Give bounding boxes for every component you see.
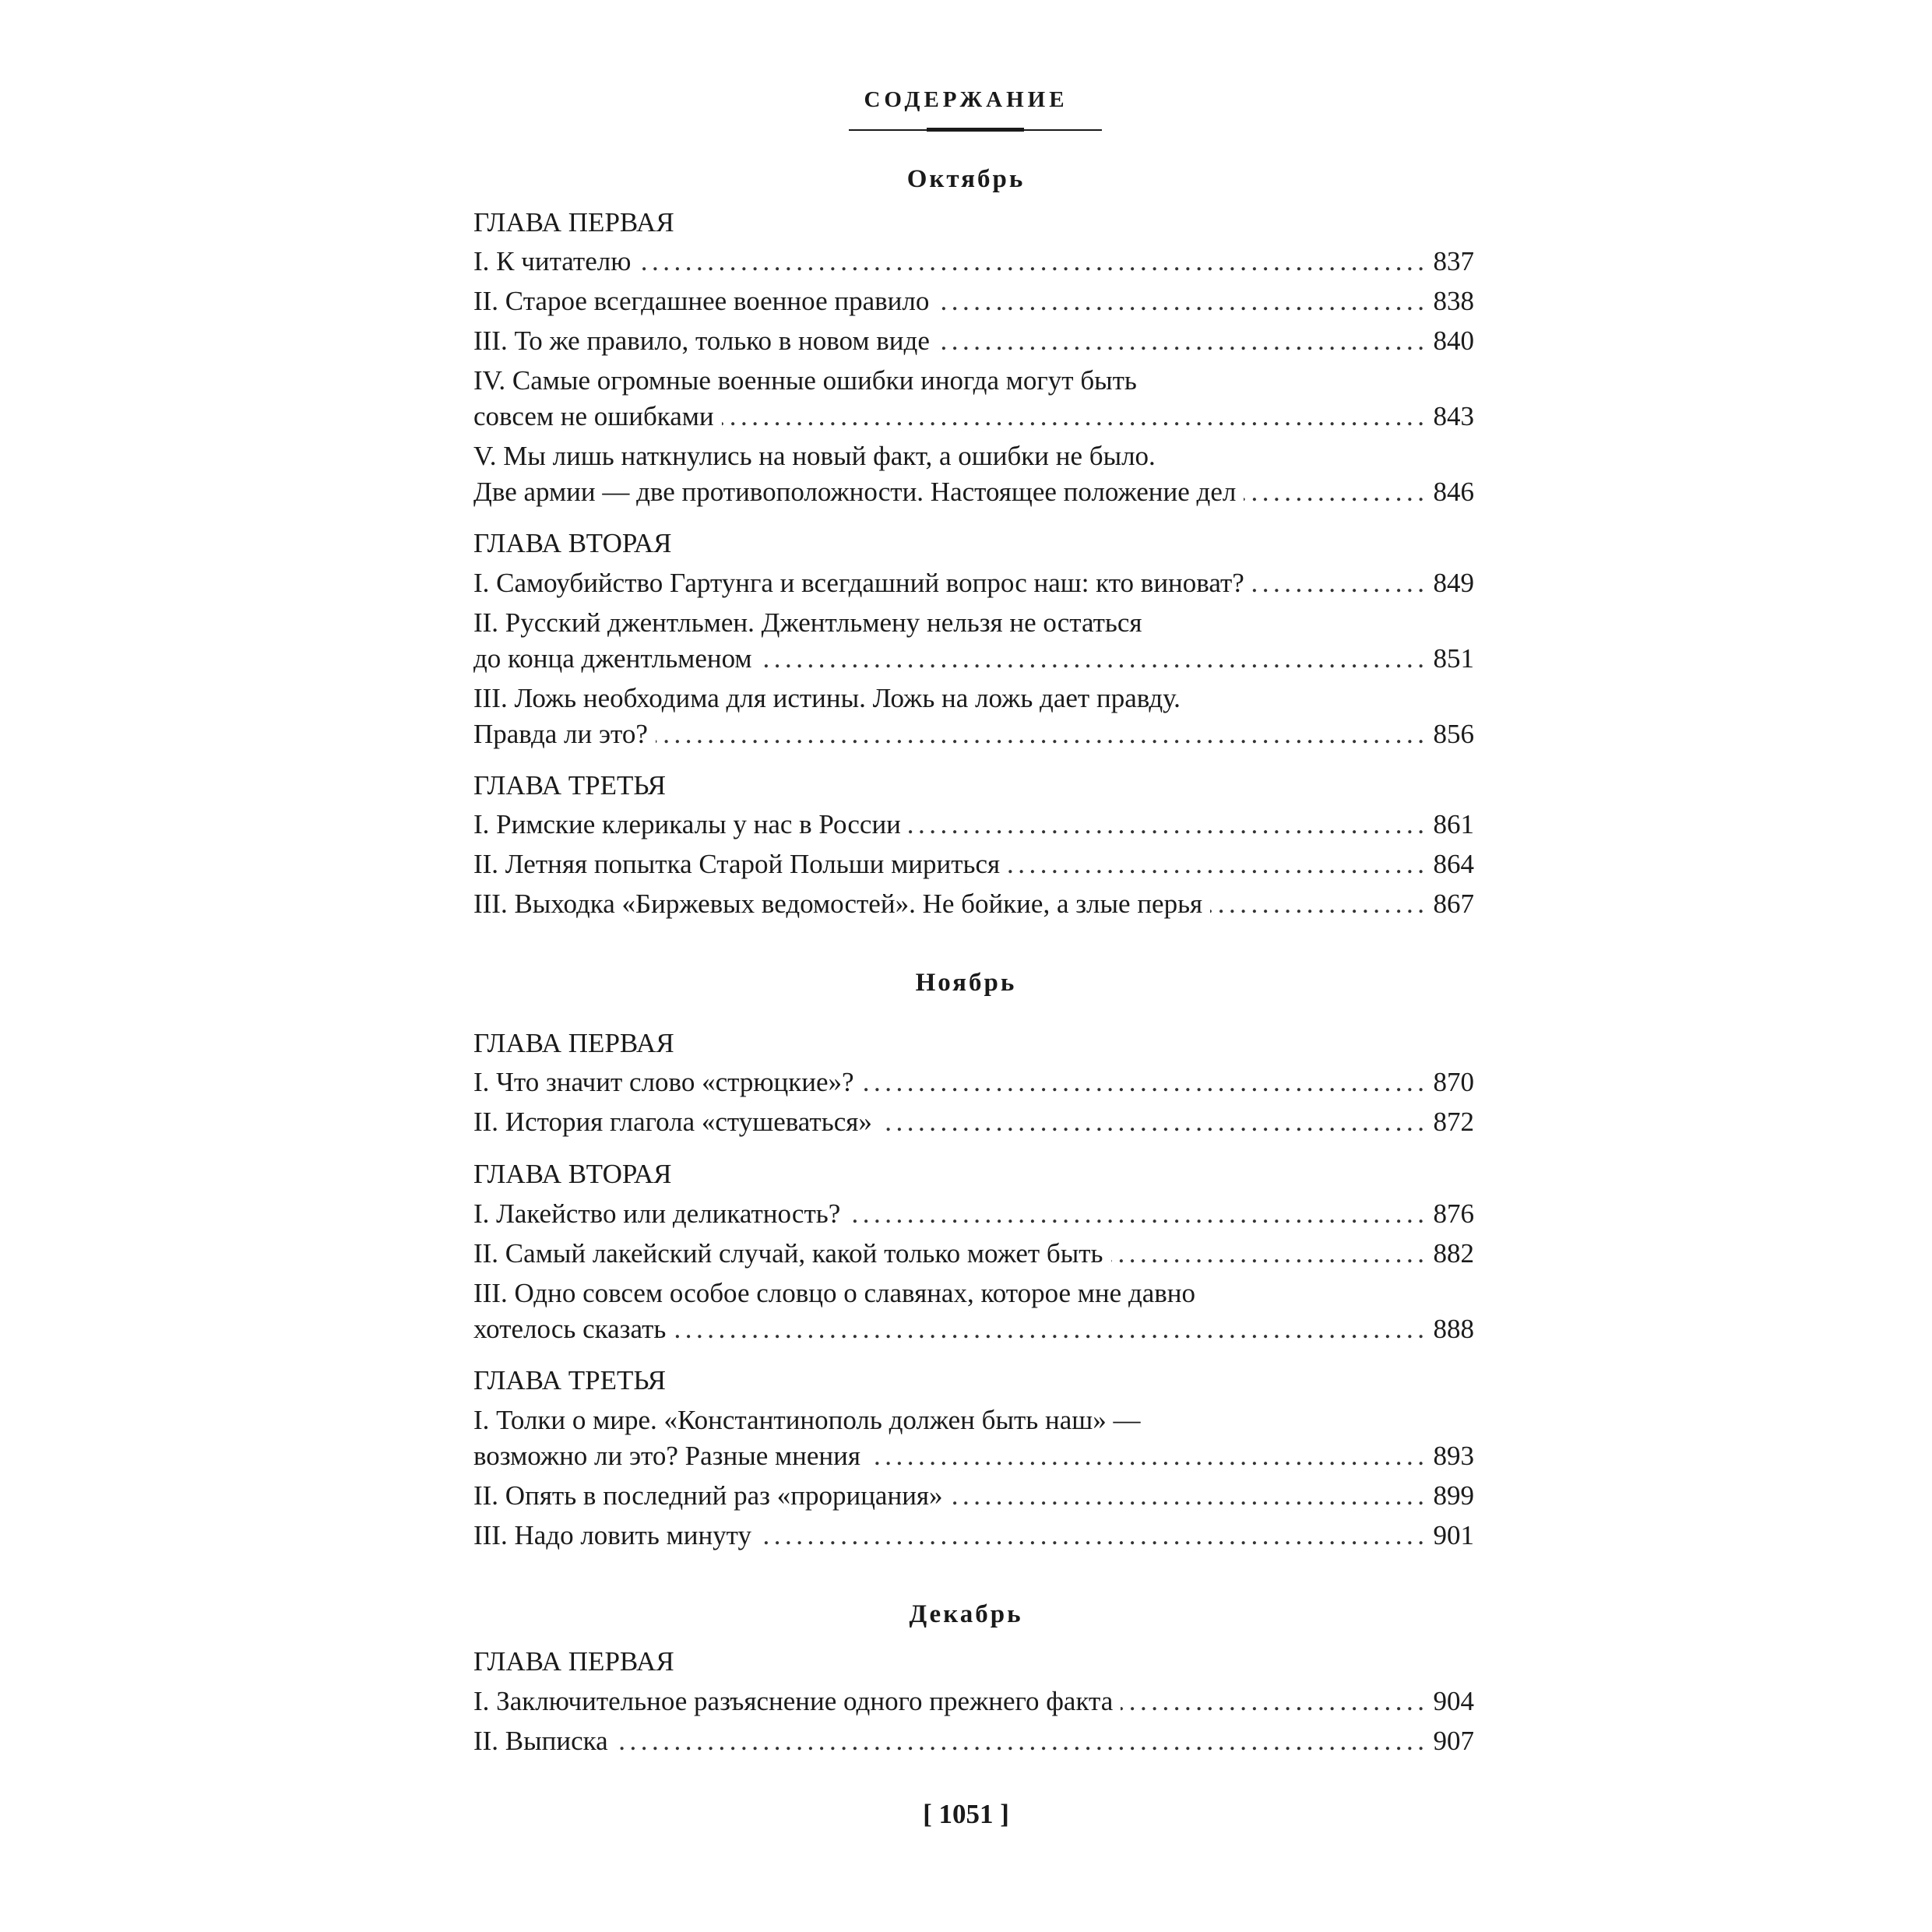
page-number: 870 — [1433, 1067, 1474, 1097]
toc-entry[interactable] — [473, 1724, 1474, 1758]
toc-entry[interactable] — [473, 1197, 1474, 1231]
dot-leader — [656, 717, 1429, 751]
page-number: 872 — [1433, 1107, 1474, 1137]
dot-leader — [722, 399, 1429, 434]
toc-entry[interactable] — [473, 642, 1474, 676]
toc-entry[interactable] — [473, 1479, 1474, 1513]
dot-leader — [868, 1439, 1429, 1473]
toc-entry[interactable] — [473, 847, 1474, 882]
toc-entry[interactable] — [473, 1065, 1474, 1100]
dot-leader — [1252, 566, 1429, 600]
entry-title: до конца джентльменом — [473, 643, 752, 674]
dot-leader — [880, 1105, 1429, 1139]
entry-title: III. Выходка «Биржевых ведомостей». Не бойкие, а злые перья — [473, 889, 1203, 919]
dot-leader — [937, 284, 1428, 318]
toc-entry[interactable] — [473, 324, 1474, 358]
dot-leader — [674, 1312, 1428, 1346]
dot-leader — [1210, 887, 1428, 921]
page-number: 846 — [1433, 477, 1474, 507]
dot-leader — [1244, 475, 1428, 509]
toc-entry-line1[interactable]: IV. Самые огромные военные ошибки иногда могут быть — [473, 365, 1137, 396]
entry-title: I. Самоубийство Гартунга и всегдашний вопрос наш: кто виноват? — [473, 568, 1244, 598]
page-number: 876 — [1433, 1198, 1474, 1229]
page-number: 893 — [1433, 1441, 1474, 1471]
toc-entry-line1[interactable]: V. Мы лишь наткнулись на новый факт, а ошибки не было. — [473, 441, 1156, 471]
entry-title: I. Что значит слово «стрюцкие»? — [473, 1067, 854, 1097]
dot-leader — [616, 1724, 1429, 1758]
page-number: 901 — [1433, 1520, 1474, 1550]
page-number: 861 — [1433, 809, 1474, 839]
dot-leader — [1111, 1237, 1429, 1271]
month-heading-october: Октябрь — [906, 165, 1026, 193]
entry-title: II. Выписка — [473, 1726, 608, 1756]
entry-title: II. Самый лакейский случай, какой только может быть — [473, 1238, 1103, 1269]
toc-entry[interactable] — [473, 808, 1474, 842]
entry-title: II. Старое всегдашнее военное правило — [473, 286, 930, 316]
month-heading-november: Ноябрь — [915, 969, 1017, 997]
entry-title: I. К читателю — [473, 246, 632, 276]
entry-title: I. Лакейство или деликатность? — [473, 1198, 841, 1229]
toc-entry[interactable] — [473, 887, 1474, 921]
page-number: 907 — [1433, 1726, 1474, 1756]
page-number: 864 — [1433, 849, 1474, 879]
page-number: 849 — [1433, 568, 1474, 598]
toc-entry[interactable] — [473, 284, 1474, 318]
page-number: 899 — [1433, 1480, 1474, 1511]
toc-entry[interactable] — [473, 1439, 1474, 1473]
toc-entry[interactable] — [473, 1684, 1474, 1719]
page-number: 888 — [1433, 1314, 1474, 1344]
entry-title: II. Опять в последний раз «прорицания» — [473, 1480, 943, 1511]
toc-entry-line1[interactable]: II. Русский джентльмен. Джентльмену нельзя не остаться — [473, 607, 1142, 638]
entry-title: I. Римские клерикалы у нас в России — [473, 809, 901, 839]
entry-title: Две армии — две противоположности. Настоящее положение дел — [473, 477, 1237, 507]
chapter-heading: ГЛАВА ТРЕТЬЯ — [473, 1365, 666, 1395]
month-heading-december: Декабрь — [909, 1600, 1023, 1628]
toc-entry-line1[interactable]: III. Ложь необходима для истины. Ложь на ложь дает правду. — [473, 683, 1181, 713]
entry-title: III. То же правило, только в новом виде — [473, 326, 930, 356]
toc-entry[interactable] — [473, 1105, 1474, 1139]
page-folio: [ 1051 ] — [923, 1799, 1009, 1829]
entry-title: II. История глагола «стушеваться» — [473, 1107, 872, 1137]
page-number: 851 — [1433, 643, 1474, 674]
page-number: 856 — [1433, 719, 1474, 749]
toc-entry[interactable] — [473, 1237, 1474, 1271]
dot-leader — [760, 642, 1429, 676]
page-number: 843 — [1433, 401, 1474, 431]
dot-leader — [1008, 847, 1428, 882]
toc-entry[interactable] — [473, 399, 1474, 434]
dot-leader — [1121, 1684, 1428, 1719]
page-number: 837 — [1433, 246, 1474, 276]
dot-leader — [639, 245, 1428, 279]
toc-entry[interactable] — [473, 566, 1474, 600]
entry-title: II. Летняя попытка Старой Польши мириться — [473, 849, 1001, 879]
chapter-heading: ГЛАВА ПЕРВАЯ — [473, 207, 674, 238]
dot-leader — [938, 324, 1429, 358]
title-rule-accent — [927, 128, 1024, 132]
dot-leader — [848, 1197, 1428, 1231]
entry-title: Правда ли это? — [473, 719, 648, 749]
toc-entry[interactable] — [473, 475, 1474, 509]
page-number: 882 — [1433, 1238, 1474, 1269]
dot-leader — [951, 1479, 1429, 1513]
chapter-heading: ГЛАВА ПЕРВАЯ — [473, 1646, 674, 1677]
page-number: 840 — [1433, 326, 1474, 356]
page-title: СОДЕРЖАНИЕ — [864, 87, 1068, 112]
toc-entry[interactable] — [473, 245, 1474, 279]
dot-leader — [759, 1519, 1428, 1553]
page-number: 838 — [1433, 286, 1474, 316]
entry-title: III. Надо ловить минуту — [473, 1520, 752, 1550]
toc-entry-line1[interactable]: III. Одно совсем особое словцо о славянах, которое мне давно — [473, 1278, 1196, 1308]
entry-title: хотелось сказать — [473, 1314, 667, 1344]
page-number: 904 — [1433, 1686, 1474, 1716]
toc-entry[interactable] — [473, 717, 1474, 751]
entry-title: возможно ли это? Разные мнения — [473, 1441, 860, 1471]
entry-title: совсем не ошибками — [473, 401, 714, 431]
entry-title: I. Заключительное разъяснение одного прежнего факта — [473, 1686, 1114, 1716]
dot-leader — [909, 808, 1429, 842]
toc-entry-line1[interactable]: I. Толки о мире. «Константинополь должен быть наш» — — [473, 1405, 1141, 1435]
dot-leader — [862, 1065, 1429, 1100]
chapter-heading: ГЛАВА ВТОРАЯ — [473, 1159, 672, 1189]
chapter-heading: ГЛАВА ПЕРВАЯ — [473, 1028, 674, 1058]
chapter-heading: ГЛАВА ТРЕТЬЯ — [473, 770, 666, 801]
toc-entry[interactable] — [473, 1312, 1474, 1346]
toc-entry[interactable] — [473, 1519, 1474, 1553]
chapter-heading: ГЛАВА ВТОРАЯ — [473, 528, 672, 558]
page-number: 867 — [1433, 889, 1474, 919]
